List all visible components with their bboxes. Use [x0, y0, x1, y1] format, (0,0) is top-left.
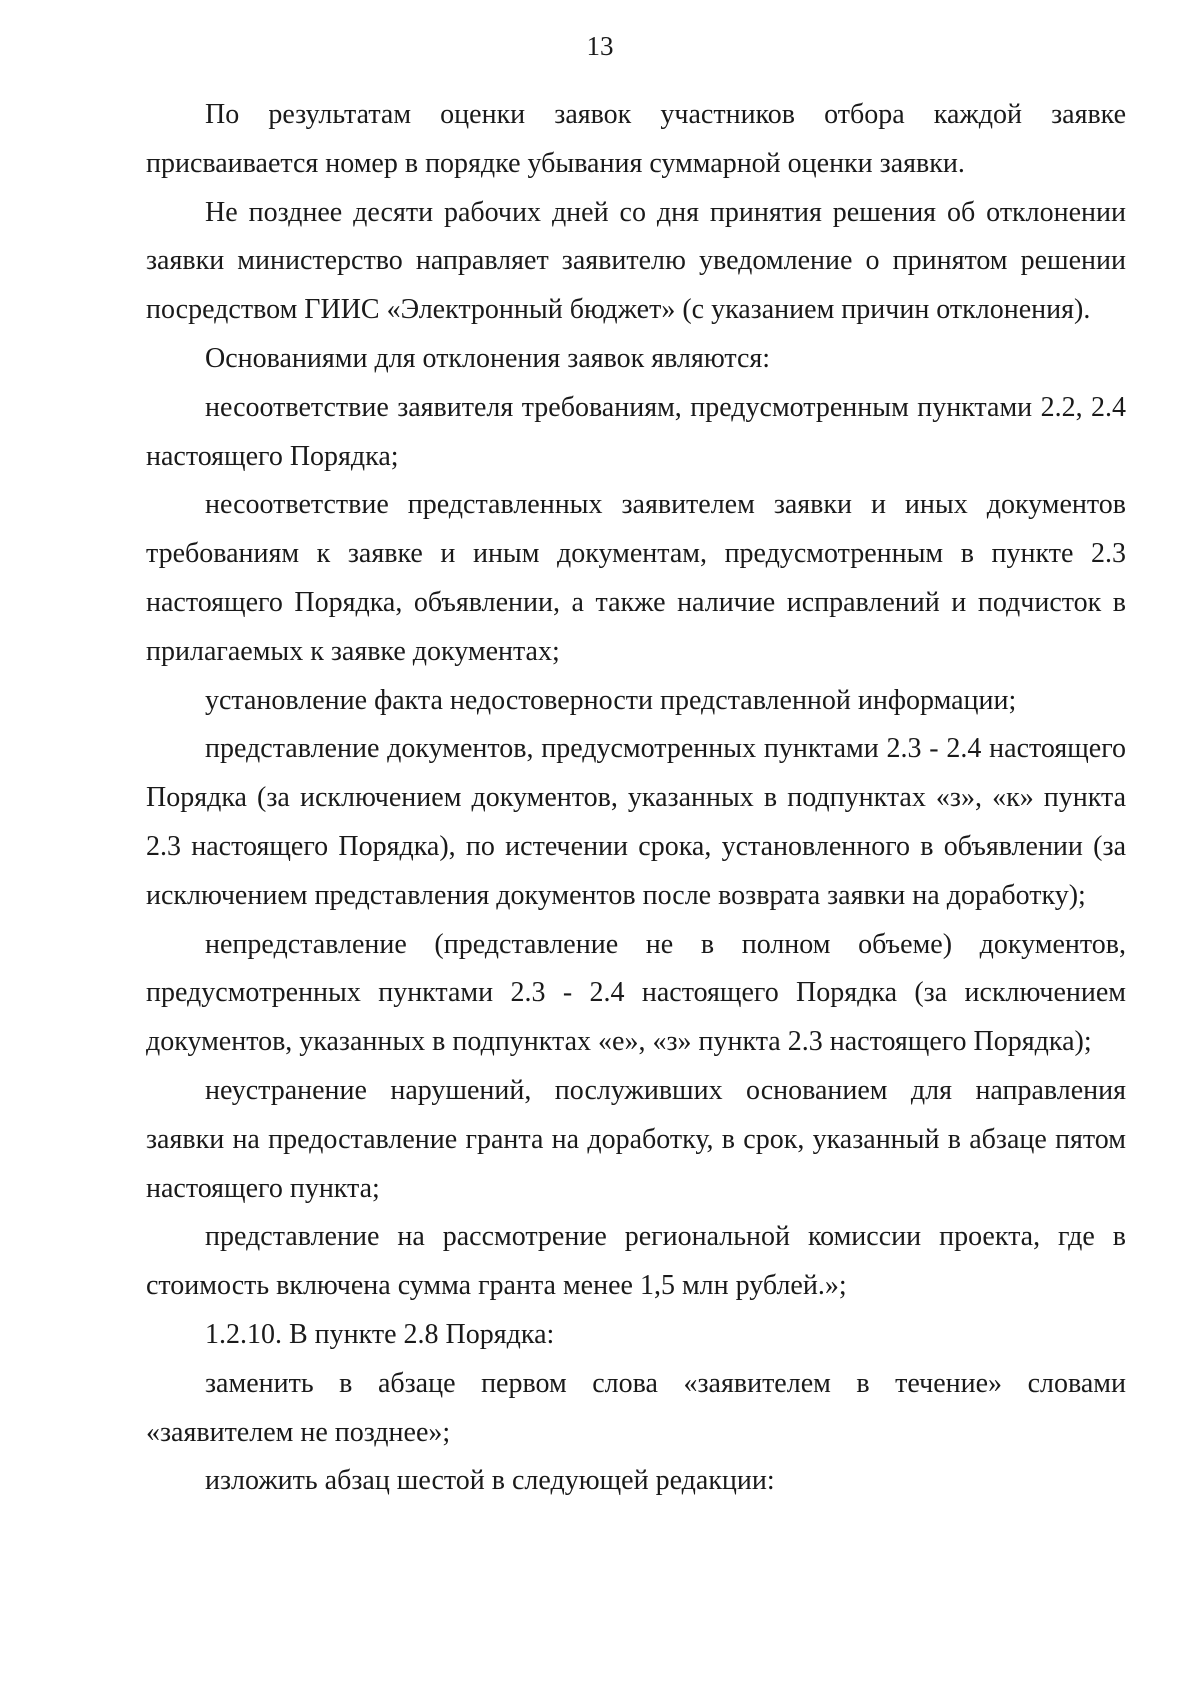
- paragraph-ground-documents-mismatch: несоответствие представленных заявителем заявки и иных документов требованиям к заявке и иным документам, предусмотренным в пункте 2.3 настоящего Порядка, объявлении, а также наличие исправлений и подчисток в прилагаемых к заявке документах;: [146, 489, 1126, 667]
- paragraph-ground-requirements: несоответствие заявителя требованиям, предусмотренным пунктами 2.2, 2.4 настоящего Порядка;: [146, 391, 1126, 472]
- paragraph-clause-1-2-10: 1.2.10. В пункте 2.8 Порядка:: [205, 1318, 555, 1350]
- paragraph-rejection-notice: Не позднее десяти рабочих дней со дня принятия решения об отклонении заявки министерство направляет заявителю уведомление о принятом решении посредством ГИИС «Электронный бюджет» (с указанием причин отклонения).: [146, 196, 1126, 326]
- paragraph-ground-incomplete-documents: непредставление (представление не в полном объеме) документов, предусмотренных пунктами 2.3 - 2.4 настоящего Порядка (за исключением документов, указанных в подпунктах «е», «з» пункта 2.3 настоящего Порядка);: [146, 928, 1126, 1058]
- page-number: 13: [586, 31, 614, 61]
- paragraph-replace-words: заменить в абзаце первом слова «заявителем в течение» словами «заявителем не позднее»;: [146, 1367, 1126, 1448]
- paragraph-ground-grant-amount: представление на рассмотрение региональной комиссии проекта, где в стоимость включена сумма гранта менее 1,5 млн рублей.»;: [146, 1221, 1126, 1302]
- paragraph-ground-late-submission: представление документов, предусмотренных пунктами 2.3 - 2.4 настоящего Порядка (за исключением документов, указанных в подпунктах «з», «к» пункта 2.3 настоящего Порядка), по истечении срока, установленного в объявлении (за исключением представления документов после возврата заявки на доработку);: [146, 733, 1126, 911]
- paragraph-restate-sixth: изложить абзац шестой в следующей редакции:: [205, 1465, 775, 1497]
- paragraph-ground-unfixed-violations: неустранение нарушений, послуживших основанием для направления заявки на предоставление гранта на доработку, в срок, указанный в абзаце пятом настоящего пункта;: [146, 1074, 1126, 1204]
- paragraph-rejection-grounds-intro: Основаниями для отклонения заявок являются:: [205, 342, 771, 374]
- paragraph-ranking: По результатам оценки заявок участников отбора каждой заявке присваивается номер в порядке убывания суммарной оценки заявки.: [146, 99, 1126, 179]
- document-body: [146, 91, 1126, 1506]
- paragraph-ground-false-info: установление факта недостоверности представленной информации;: [205, 684, 1017, 716]
